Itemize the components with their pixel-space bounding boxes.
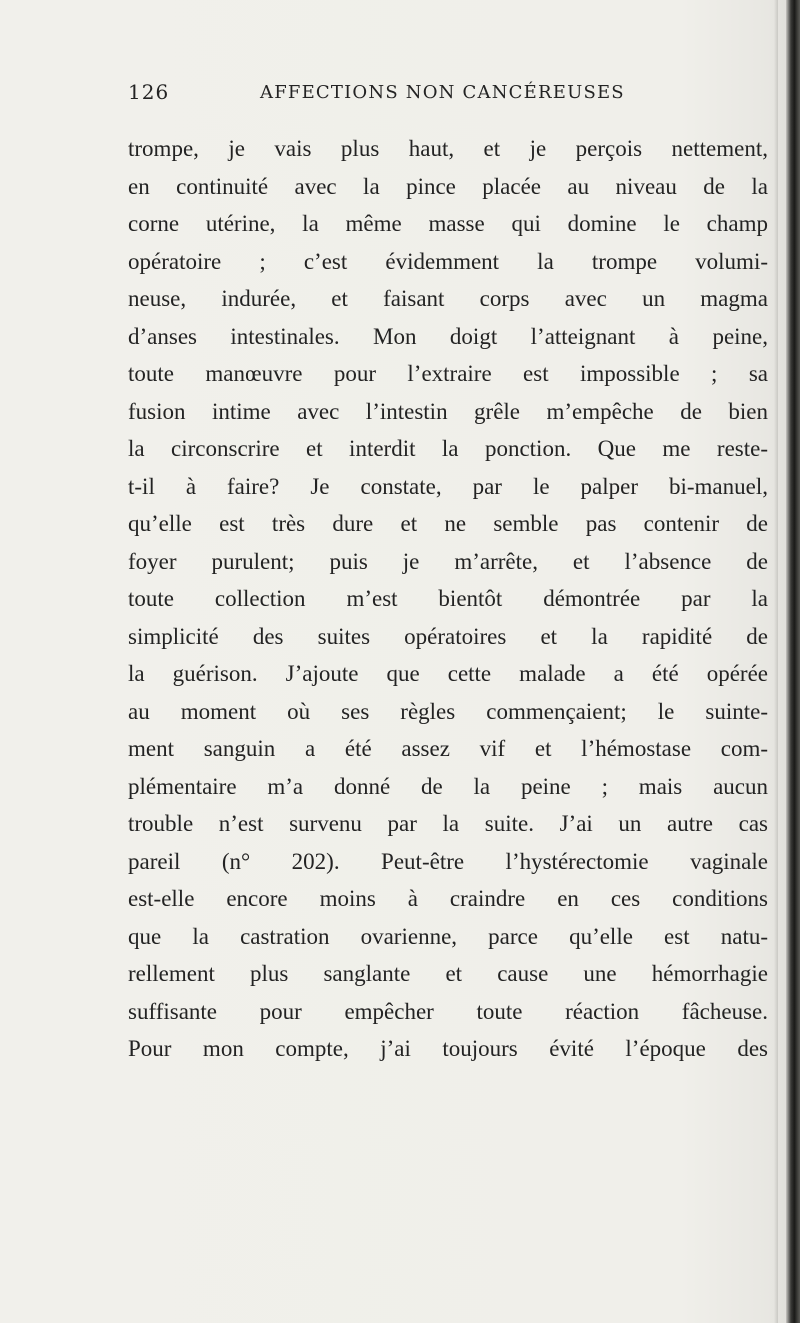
text-line: suffisante pour empêcher toute réaction fâcheuse. [128, 998, 768, 1024]
text-line: neuse, indurée, et faisant corps avec un magma [128, 286, 768, 311]
page-number: 126 [128, 80, 170, 104]
running-head [128, 80, 768, 110]
text-line: rellement plus sanglante et cause une hémorrhagie [128, 961, 768, 986]
text-line: d’anses intestinales. Mon doigt l’atteignant à peine, [128, 323, 768, 349]
text-line: la circonscrire et interdit la ponction. Que me reste- [128, 436, 768, 461]
page-gutter-shadow [774, 0, 778, 1323]
text-line: la guérison. J’ajoute que cette malade a été opérée [128, 661, 768, 686]
text-line: foyer purulent; puis je m’arrête, et l’absence de [128, 548, 768, 574]
text-line: fusion intime avec l’intestin grêle m’empêche de bien [128, 398, 768, 424]
text-line: t-il à faire? Je constate, par le palper bi-manuel, [128, 473, 768, 499]
text-line: plémentaire m’a donné de la peine ; mais aucun [128, 773, 768, 799]
text-line: est-elle encore moins à craindre en ces conditions [128, 886, 768, 911]
running-title: AFFECTIONS NON CANCÉREUSES [260, 82, 625, 103]
text-line: toute collection m’est bientôt démontrée par la [128, 586, 768, 611]
text-line: Pour mon compte, j’ai toujours évité l’époque des [128, 1036, 768, 1061]
text-line: ment sanguin a été assez vif et l’hémostase com- [128, 736, 768, 761]
text-line: au moment où ses règles commençaient; le suinte- [128, 698, 768, 724]
book-binding-edge [786, 0, 800, 1323]
text-line: que la castration ovarienne, parce qu’elle est natu- [128, 923, 768, 949]
text-line: trompe, je vais plus haut, et je perçois nettement, [128, 136, 768, 161]
text-line: toute manœuvre pour l’extraire est impossible ; sa [128, 361, 768, 386]
text-line: qu’elle est très dure et ne semble pas contenir de [128, 511, 768, 536]
text-line: en continuité avec la pince placée au niveau de la [128, 173, 768, 199]
text-line: corne utérine, la même masse qui domine le champ [128, 211, 768, 236]
text-line: pareil (n° 202). Peut-être l’hystérectomie vaginale [128, 848, 768, 874]
text-line: opératoire ; c’est évidemment la trompe volumi- [128, 248, 768, 274]
text-line: trouble n’est survenu par la suite. J’ai un autre cas [128, 811, 768, 836]
text-line: simplicité des suites opératoires et la rapidité de [128, 623, 768, 649]
body-text [128, 130, 768, 1068]
